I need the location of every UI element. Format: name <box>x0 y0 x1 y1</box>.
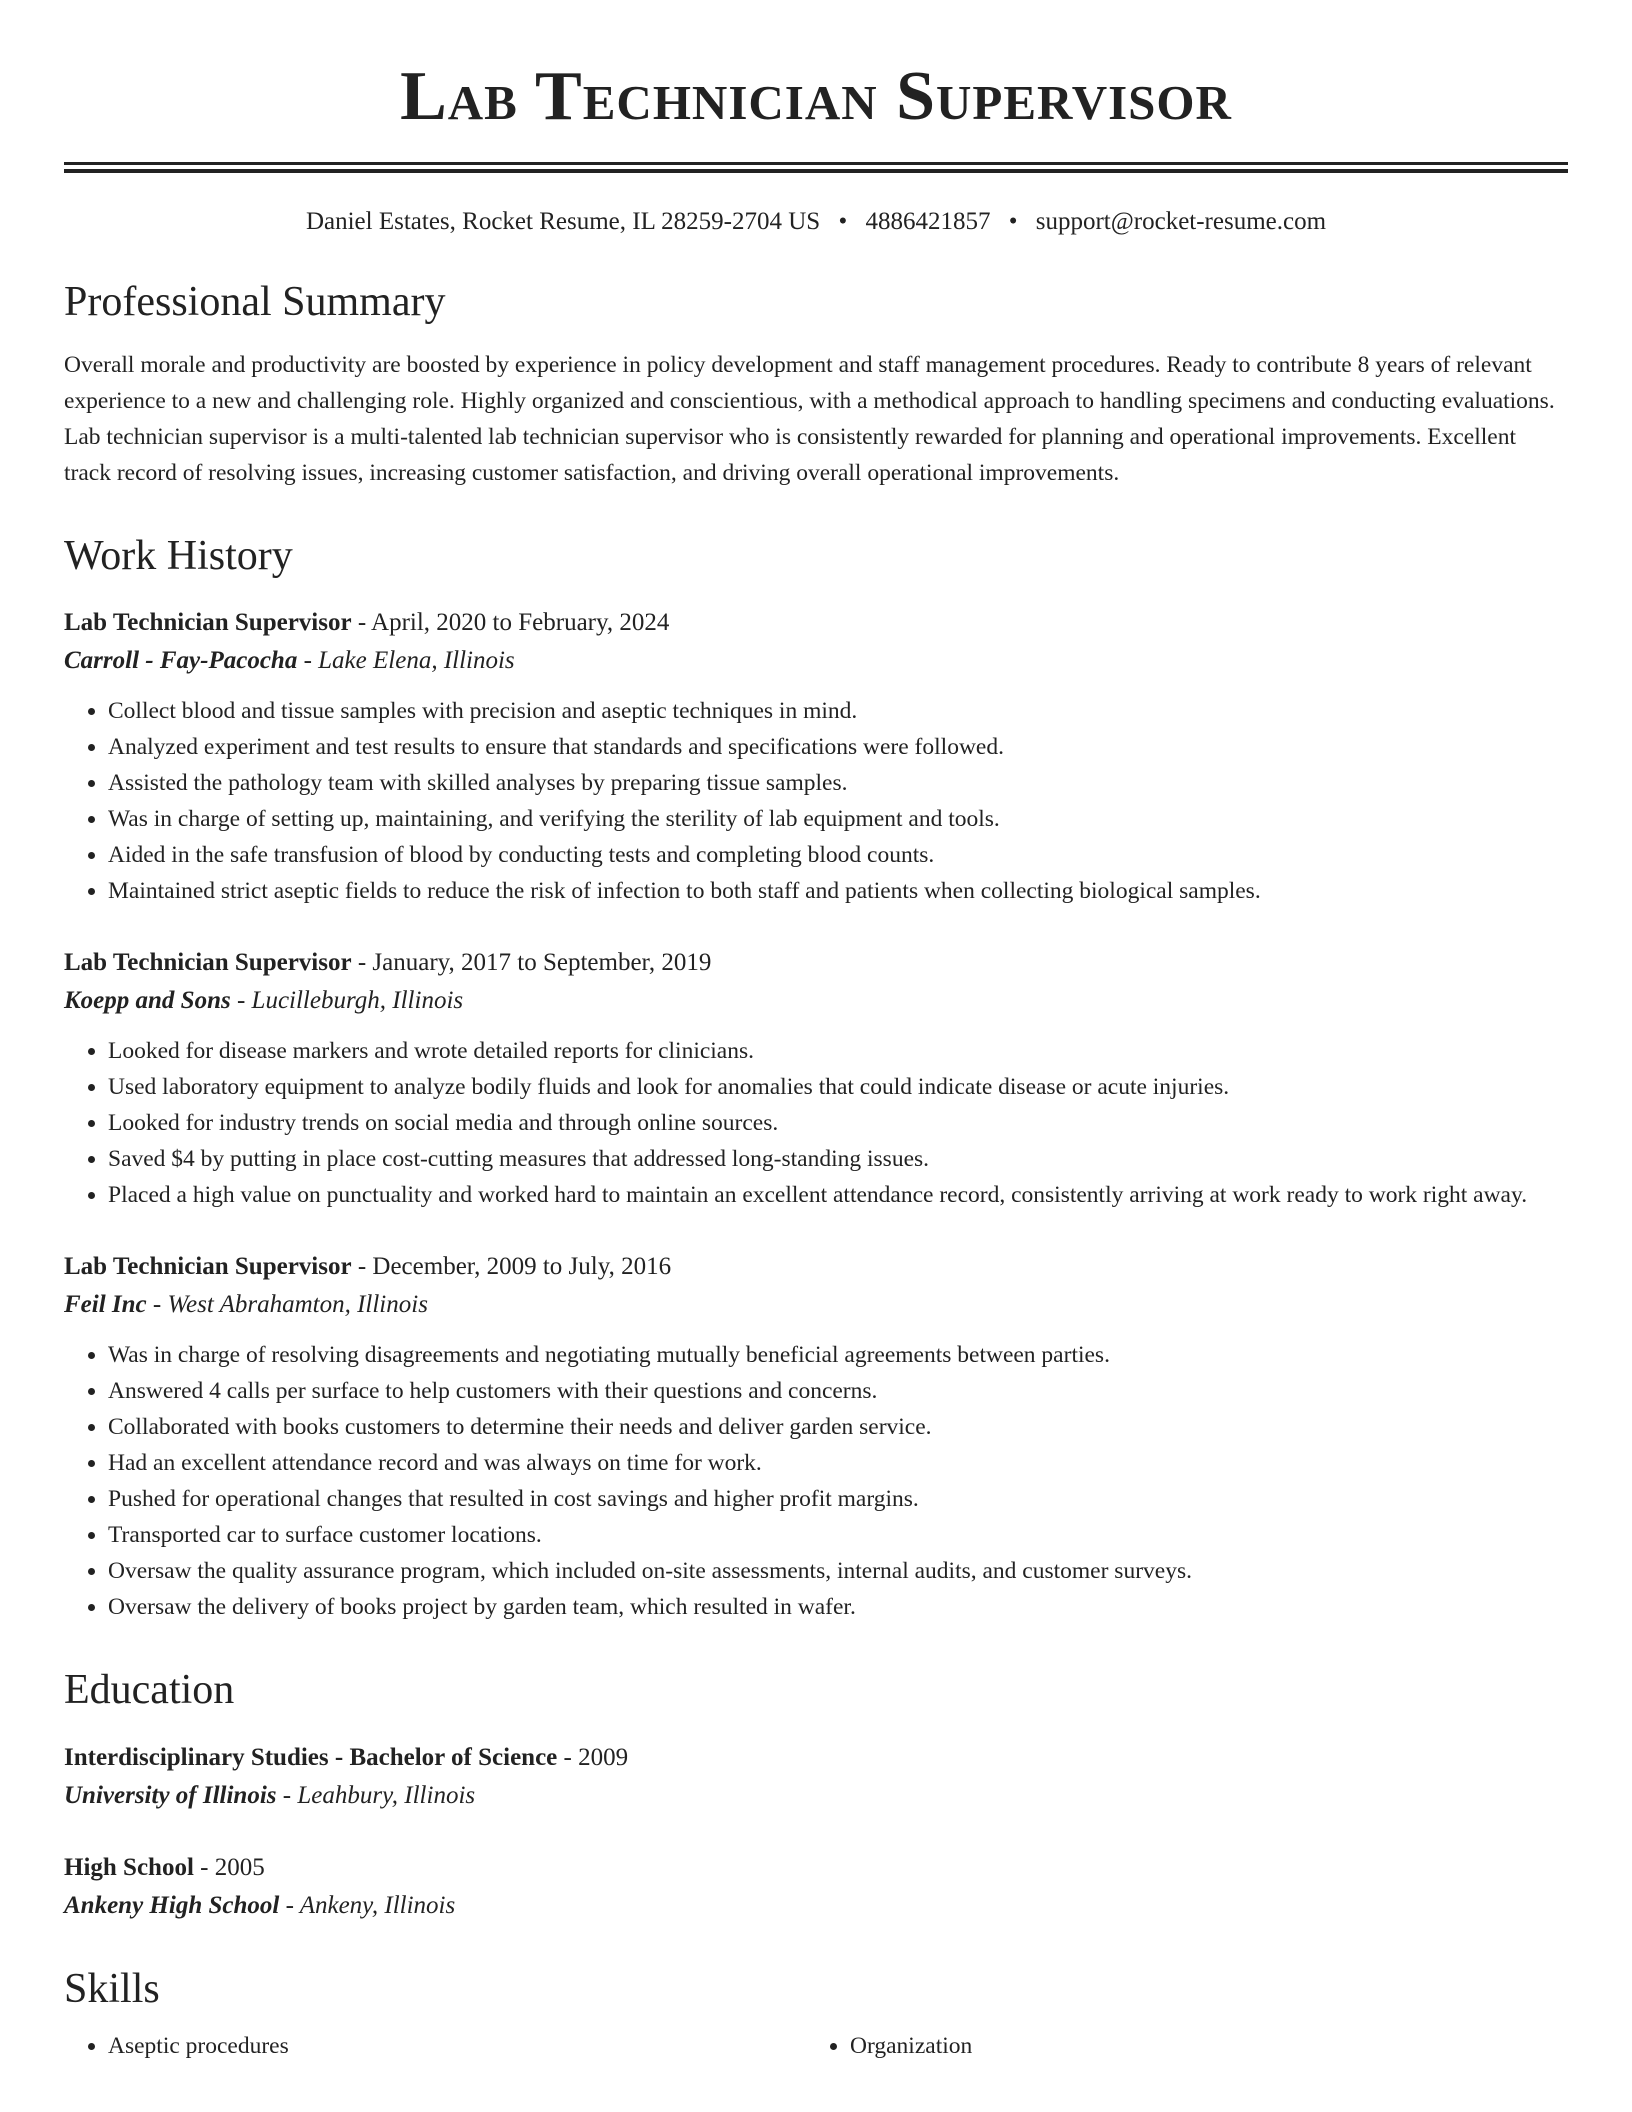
education-school: Ankeny High School <box>64 1891 280 1919</box>
education-location: - Ankeny, Illinois <box>279 1891 456 1919</box>
job-company-line <box>64 643 1568 679</box>
job-bullets <box>64 1337 1568 1625</box>
summary-heading: Professional Summary <box>64 279 446 325</box>
job-company: Carroll - Fay-Pacocha <box>64 647 298 675</box>
contact-separator: • <box>838 208 848 235</box>
education-school-line <box>64 1888 1568 1924</box>
job-bullets <box>64 1033 1568 1213</box>
skills-column-left <box>64 2028 806 2064</box>
education-degree: High School <box>64 1853 194 1881</box>
job-company: Feil Inc <box>64 1291 147 1319</box>
job-company: Koepp and Sons <box>64 987 231 1015</box>
skill-item: • Organization <box>850 2028 1548 2064</box>
job-entry <box>64 945 1568 1213</box>
job-title-line <box>64 1249 1568 1285</box>
education-location: - Leahbury, Illinois <box>276 1781 476 1809</box>
contact-line <box>64 207 1568 237</box>
education-degree: Interdisciplinary Studies - Bachelor of Science <box>64 1743 558 1771</box>
education-degree-line <box>64 1850 1568 1886</box>
job-role: Lab Technician Supervisor <box>64 949 352 977</box>
education-year: - 2005 <box>193 1853 265 1881</box>
list-item: • Oversaw the delivery of books project by garden team, which resulted in wafer. <box>108 1589 1568 1625</box>
job-dates: - January, 2017 to September, 2019 <box>351 949 712 977</box>
list-item: • Analyzed experiment and test results to ensure that standards and specifications were followed. <box>108 729 1568 765</box>
skills-heading: Skills <box>64 1965 160 2012</box>
job-title-line <box>64 945 1568 981</box>
education-year: - 2009 <box>557 1743 629 1771</box>
job-dates: - December, 2009 to July, 2016 <box>351 1253 672 1281</box>
list-item: • Oversaw the quality assurance program, which included on-site assessments, internal audits, and customer surveys. <box>108 1553 1568 1589</box>
job-title-line <box>64 605 1568 641</box>
list-item: • Aided in the safe transfusion of blood by conducting tests and completing blood counts. <box>108 837 1568 873</box>
list-item: • Saved $4 by putting in place cost-cutting measures that addressed long-standing issues. <box>108 1141 1568 1177</box>
job-location: - Lucilleburgh, Illinois <box>230 987 464 1015</box>
skills-column-right <box>806 2028 1548 2064</box>
education-school-line <box>64 1778 1568 1814</box>
list-item: • Had an excellent attendance record and was always on time for work. <box>108 1445 1568 1481</box>
job-role: Lab Technician Supervisor <box>64 1253 352 1281</box>
contact-email: support@rocket-resume.com <box>1035 208 1327 235</box>
list-item: • Placed a high value on punctuality and worked hard to maintain an excellent attendance record, consistently arriving at work ready to work right away. <box>108 1177 1568 1213</box>
education-entry <box>64 1850 1568 1924</box>
job-location: - Lake Elena, Illinois <box>297 647 515 675</box>
contact-address: Daniel Estates, Rocket Resume, IL 28259-2704 US <box>305 208 821 235</box>
education-school: University of Illinois <box>64 1781 277 1809</box>
summary-text: Overall morale and productivity are boosted by experience in policy development and staff management procedures. Ready to contribute 8 years of relevant experience to a new and challenging role. Highly organized and conscientious, with a methodical approach to handling specimens and conducting evaluations. Lab technician supervisor is a multi-talented lab technician supervisor who is consistently rewarded for planning and operational improvements. Excellent track record of resolving issues, increasing customer satisfaction, and driving overall operational improvements. <box>64 352 1555 487</box>
job-dates: - April, 2020 to February, 2024 <box>351 609 670 637</box>
job-bullets <box>64 693 1568 909</box>
work-history-heading: Work History <box>64 533 293 580</box>
contact-phone: 4886421857 <box>865 208 991 235</box>
job-company-line <box>64 983 1568 1019</box>
list-item: • Used laboratory equipment to analyze bodily fluids and look for anomalies that could indicate disease or acute injuries. <box>108 1069 1568 1105</box>
list-item: • Looked for industry trends on social media and through online sources. <box>108 1105 1568 1141</box>
header-double-rule <box>64 162 1568 173</box>
skill-item: • Aseptic procedures <box>108 2028 806 2064</box>
list-item: • Assisted the pathology team with skilled analyses by preparing tissue samples. <box>108 765 1568 801</box>
list-item: • Collaborated with books customers to determine their needs and deliver garden service. <box>108 1409 1568 1445</box>
education-heading: Education <box>64 1667 235 1714</box>
education-degree-line <box>64 1740 1568 1776</box>
list-item: • Maintained strict aseptic fields to reduce the risk of infection to both staff and patients when collecting biological samples. <box>108 873 1568 909</box>
resume-name: Lab Technician Supervisor <box>400 58 1232 135</box>
education-entry <box>64 1740 1568 1814</box>
list-item: • Looked for disease markers and wrote detailed reports for clinicians. <box>108 1033 1568 1069</box>
list-item: • Collect blood and tissue samples with precision and aseptic techniques in mind. <box>108 693 1568 729</box>
job-company-line <box>64 1287 1568 1323</box>
list-item: • Was in charge of setting up, maintaining, and verifying the sterility of lab equipment and tools. <box>108 801 1568 837</box>
list-item: • Pushed for operational changes that resulted in cost savings and higher profit margins. <box>108 1481 1568 1517</box>
list-item: • Was in charge of resolving disagreements and negotiating mutually beneficial agreements between parties. <box>108 1337 1568 1373</box>
job-role: Lab Technician Supervisor <box>64 609 352 637</box>
list-item: • Transported car to surface customer locations. <box>108 1517 1568 1553</box>
job-location: - West Abrahamton, Illinois <box>146 1291 428 1319</box>
list-item: • Answered 4 calls per surface to help customers with their questions and concerns. <box>108 1373 1568 1409</box>
job-entry <box>64 1249 1568 1625</box>
job-entry <box>64 605 1568 909</box>
skills-grid <box>64 2028 1568 2064</box>
contact-separator: • <box>1008 208 1018 235</box>
